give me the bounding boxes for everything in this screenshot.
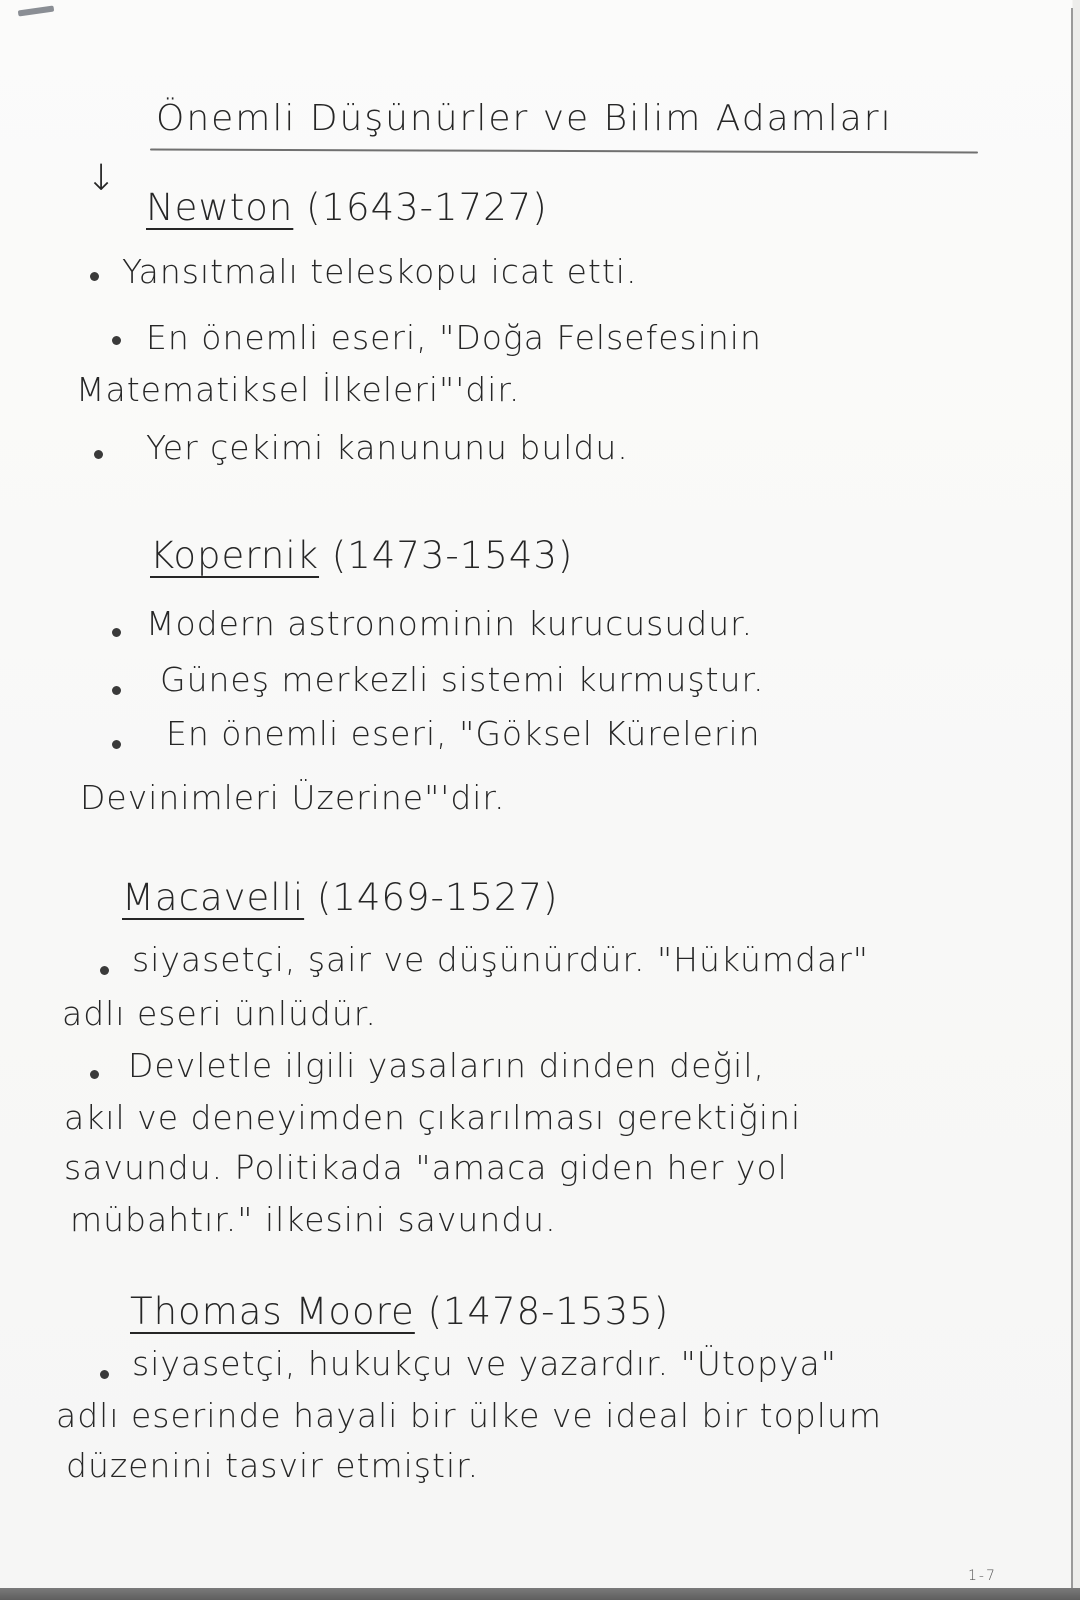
note-line: akıl ve deneyimden çıkarılması gerektiğini	[64, 1098, 802, 1137]
bullet-icon	[100, 966, 109, 975]
section-heading-thomas-moore	[130, 1290, 669, 1333]
note-line: Modern astronominin kurucusudur.	[146, 604, 754, 643]
note-line: mübahtır." ilkesini savundu.	[70, 1200, 557, 1239]
section-heading-kopernik	[150, 534, 573, 577]
note-line: siyasetçi, hukukçu ve yazardır. "Ütopya"	[132, 1344, 837, 1383]
down-arrow-icon: ↓	[86, 158, 118, 199]
note-line: adlı eseri ünlüdür.	[62, 994, 377, 1033]
bottom-shadow-band	[0, 1588, 1080, 1600]
bullet-icon	[112, 686, 121, 695]
bullet-icon	[100, 1370, 109, 1379]
scientist-name: Thomas Moore	[130, 1290, 415, 1333]
scientist-dates: (1473-1543)	[331, 534, 574, 577]
section-heading-newton	[146, 186, 548, 229]
note-line: En önemli eseri, "Doğa Felsefesinin	[146, 318, 762, 357]
bullet-icon	[90, 272, 99, 281]
page-title: Önemli Düşünürler ve Bilim Adamları	[156, 98, 893, 139]
note-line: savundu. Politikada "amaca giden her yol	[64, 1148, 788, 1187]
bullet-icon	[112, 740, 121, 749]
note-line: Yansıtmalı teleskopu icat etti.	[122, 252, 638, 291]
section-heading-macavelli	[122, 876, 558, 919]
note-line: Güneş merkezli sistemi kurmuştur.	[160, 660, 765, 699]
note-line: Yer çekimi kanununu buldu.	[146, 428, 629, 467]
scientist-dates: (1643-1727)	[306, 186, 548, 229]
page-edge-line	[1071, 8, 1073, 1588]
page-edge-strip	[1073, 0, 1080, 1590]
scientist-dates: (1478-1535)	[427, 1290, 670, 1333]
bullet-icon	[94, 450, 103, 459]
scientist-name: Kopernik	[150, 534, 320, 577]
note-line: Devletle ilgili yasaların dinden değil,	[128, 1046, 766, 1085]
note-line: adlı eserinde hayali bir ülke ve ideal bir toplum	[56, 1396, 882, 1435]
scientist-name: Macavelli	[122, 876, 305, 919]
scientist-dates: (1469-1527)	[316, 876, 559, 919]
page-number: 1-7	[968, 1568, 997, 1584]
note-line: En önemli eseri, "Göksel Kürelerin	[166, 714, 761, 753]
note-line: düzenini tasvir etmiştir.	[66, 1446, 480, 1485]
scientist-name: Newton	[146, 186, 294, 229]
bullet-icon	[90, 1070, 99, 1079]
note-line: Matematiksel İlkeleri"'dir.	[76, 370, 521, 409]
note-line: siyasetçi, şair ve düşünürdür. "Hükümdar"	[132, 940, 869, 979]
bullet-icon	[112, 336, 121, 345]
bullet-icon	[112, 628, 121, 637]
note-line: Devinimleri Üzerine"'dir.	[80, 778, 506, 817]
